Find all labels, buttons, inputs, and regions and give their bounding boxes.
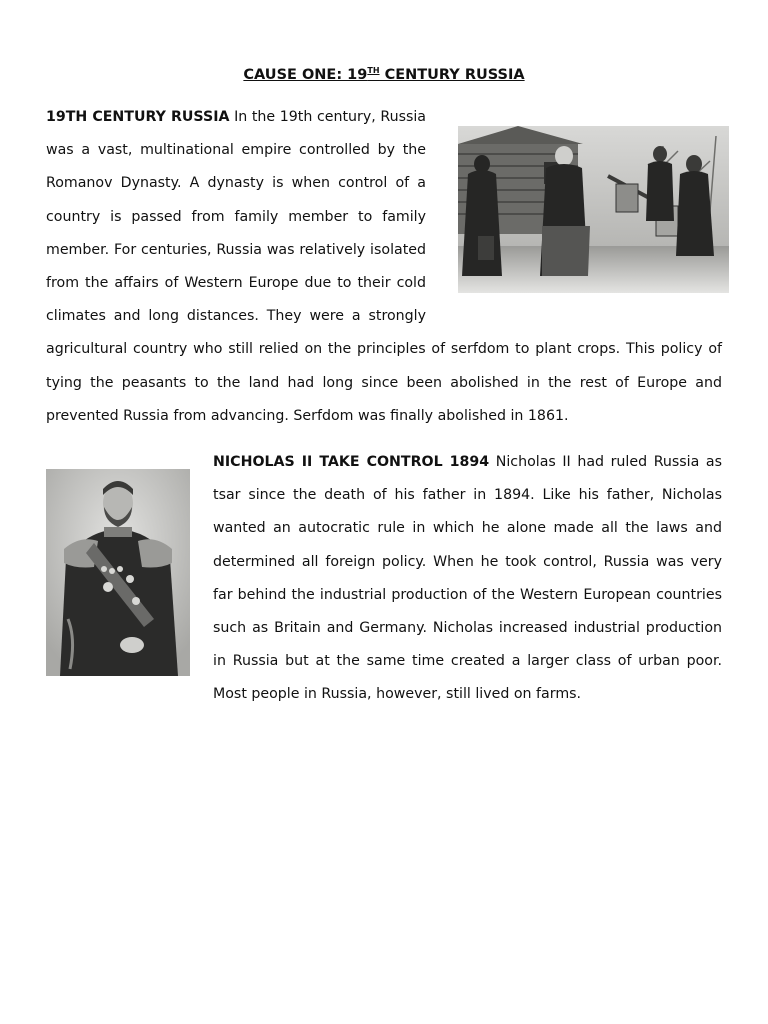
tsar-portrait <box>46 469 190 676</box>
section-nicholas-ii <box>213 446 722 712</box>
title-prefix: CAUSE ONE: 19 <box>243 67 368 83</box>
section2-body: Nicholas II had ruled Russia as tsar since the death of his father in 1894. Like his father, Nicholas wanted an autocratic rule in which he alone made all the laws and determined all foreign policy. When he took control, Russia was very far behind the industrial production of the Western European countries such as Britain and Germany. Nicholas increased industrial production in Russia but at the same time created a larger class of urban poor. Most people in Russia, however, still lived on farms. <box>213 454 722 703</box>
title-suffix: CENTURY RUSSIA <box>379 67 525 83</box>
section1-heading: 19TH CENTURY RUSSIA <box>46 109 230 125</box>
peasants-photo <box>458 126 729 293</box>
page-title <box>0 66 768 83</box>
section1-body: In the 19th century, Russia was a vast, multinational empire controlled by the Romanov Dynasty. A dynasty is when control of a country is passed from family member to family member. For centuries, Russia was relatively isolated from the affairs of Western Europe due to their cold climates and long distances. They were a strongly agricultural country who still relied on the principles of serfdom to plant crops. This policy of tying the peasants to the land had long since been abolished in the rest of Europe and prevented Russia from advancing. Serfdom was finally abolished in 1861. <box>46 109 722 424</box>
section2-heading: NICHOLAS II TAKE CONTROL 1894 <box>213 454 490 470</box>
title-superscript: TH <box>367 66 380 75</box>
